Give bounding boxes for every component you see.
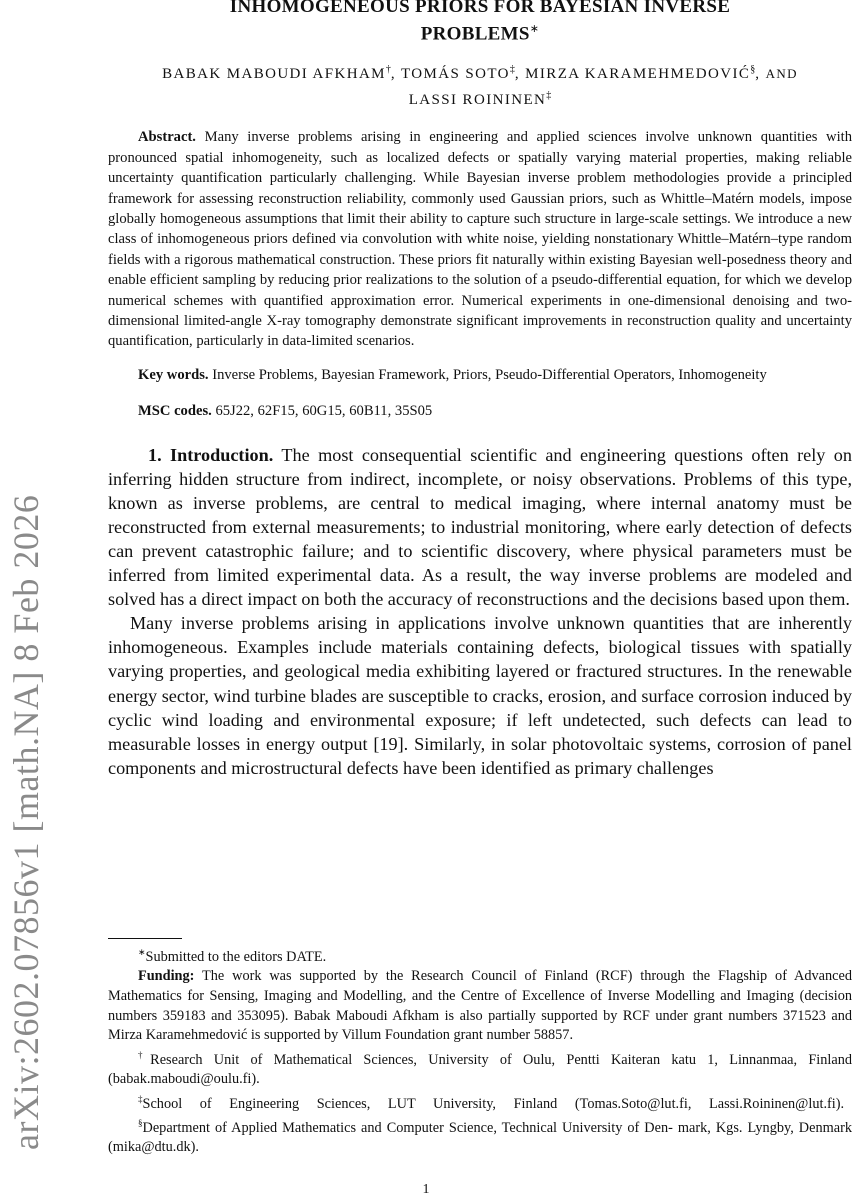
author-4: LASSI ROININEN — [408, 92, 547, 109]
msc-codes — [108, 401, 852, 421]
keywords-text: Inverse Problems, Bayesian Framework, Priors, Pseudo-Differential Operators, Inhomogeneity — [212, 366, 767, 383]
funding-label: Funding: — [138, 968, 195, 985]
author-1-mark: † — [385, 64, 391, 76]
footnote-lut-text: School of Engineering Sciences, LUT University, Finland (Tomas.Soto@lut.fi, Lassi.Roininen@lut.fi). — [142, 1095, 845, 1112]
author-1: BABAK MABOUDI AFKHAM — [162, 66, 386, 83]
introduction-text-1: The most consequential scientific and engineering questions often rely on inferring hidden structure from indirect, incomplete, or noisy observations. Problems of this type, known as inverse problems, are central to medical imaging, where internal anatomy must be reconstructed from external measurements; to industrial monitoring, where early detection of defects can prevent catastrophic failure; and to scientific discovery, where physical parameters must be inferred from limited experimental data. As a result, the way inverse problems are modeled and solved has a direct impact on both the accuracy of reconstructions and the decisions based upon them. — [108, 444, 852, 610]
footnote-submitted — [108, 943, 852, 967]
footnote-submitted-text: Submitted to the editors DATE. — [145, 948, 327, 965]
footnote-dtu — [108, 1114, 852, 1158]
footnote-submitted-mark: ∗ — [138, 947, 146, 957]
page-number: 1 — [422, 1182, 430, 1197]
author-3-mark: § — [750, 64, 756, 76]
keywords-label: Key words. — [138, 366, 209, 383]
author-and: AND — [765, 66, 798, 82]
funding-text: The work was supported by the Research Council of Finland (RCF) through the Flagship of Advanced Mathematics for Sensing, Imaging and Modelling, and the Centre of Excellence of Inverse Modelling and Imaging (decision numbers 359183 and 353095). Babak Maboudi Afkham is also partially supported by RCF under grant numbers 371523 and Mirza Karamehmedović is supported by Villum Foundation grant number 58857. — [108, 968, 852, 1044]
paper-title — [108, 0, 852, 45]
footnote-rule — [108, 938, 182, 939]
author-list: BABAK MABOUDI AFKHAM†, TOMÁS SOTO‡, MIRZA KARAMEHMEDOVIĆ§, AND LASSI ROININEN‡ — [162, 64, 798, 109]
msc-label: MSC codes. — [138, 403, 212, 420]
footnotes — [108, 938, 852, 1158]
page-content — [108, 0, 852, 780]
footnote-funding — [108, 967, 852, 1045]
abstract-label: Abstract. — [138, 129, 196, 146]
keywords — [108, 365, 852, 385]
footnote-oulu — [108, 1046, 852, 1090]
msc-text: 65J22, 62F15, 60G15, 60B11, 35S05 — [215, 403, 433, 420]
footnote-dtu-mark: § — [138, 1118, 143, 1129]
footnote-lut — [108, 1090, 852, 1114]
introduction-paragraph-1 — [108, 443, 852, 612]
section-heading: 1. Introduction. — [148, 444, 274, 465]
title-line-1: INHOMOGENEOUS PRIORS FOR BAYESIAN INVERSE — [229, 0, 731, 17]
author-2-mark: ‡ — [509, 64, 515, 76]
abstract-text: Many inverse problems arising in engineering and applied sciences involve unknown quantities with pronounced spatial inhomogeneity, such as localized defects or spatially varying material properties, making reliable uncertainty quantification particularly challenging. While Bayesian inverse problem methodologies provide a principled framework for assessing reconstruction reliability, commonly used Gaussian priors, such as Whittle–Matérn models, impose globally homogeneous assumptions that limit their ability to capture such structure in large-scale settings. We introduce a new class of inhomogeneous priors defined via convolution with white noise, yielding nonstationary Whittle–Matérn–type random fields with a rigorous mathematical construction. These priors fit naturally within existing Bayesian well-posedness theory and enable efficient sampling by reducing prior realizations to the solution of a pseudo-differential equation, for which we develop numerical schemes with quantified approximation error. Numerical experiments in one-dimensional denoising and two-dimensional limited-angle X-ray tomography demonstrate significant improvements in reconstruction quality and uncertainty quantification, particularly in data-limited scenarios. — [108, 129, 852, 350]
footnote-oulu-text: Research Unit of Mathematical Sciences, University of Oulu, Pentti Kaiteran katu 1, Linnanmaa, Finland (babak.maboudi@oulu.fi). — [108, 1051, 852, 1088]
footnote-lut-mark: ‡ — [138, 1093, 143, 1104]
title-line-2-text: PROBLEMS — [420, 23, 530, 45]
author-2: TOMÁS SOTO — [400, 66, 510, 83]
footnote-dtu-text: Department of Applied Mathematics and Computer Science, Technical University of Den- mark, Kgs. Lyngby, Denmark (mika@dtu.dk). — [108, 1119, 852, 1156]
title-footnote-mark: ∗ — [529, 23, 540, 35]
arxiv-identifier: arXiv:2602.07856v1 [math.NA] 8 Feb 2026 — [6, 494, 46, 1150]
title-line-2 — [108, 18, 852, 45]
author-3: MIRZA KARAMEHMEDOVIĆ — [525, 66, 751, 83]
author-4-mark: ‡ — [546, 90, 552, 102]
footnote-oulu-mark: † — [138, 1049, 151, 1060]
introduction-paragraph-2: Many inverse problems arising in applications involve unknown quantities that are inherently inhomogeneous. Examples include materials containing defects, biological tissues with spatially varying properties, and geological media exhibiting layered or fractured structures. In the renewable energy sector, wind turbine blades are susceptible to cracks, erosion, and surface corrosion induced by cyclic wind loading and environmental exposure; if left undetected, such defects can lead to measurable losses in energy output [19]. Similarly, in solar photovoltaic systems, corrosion of panel components and microstructural defects have been identified as primary challenges — [108, 613, 852, 778]
abstract — [108, 127, 852, 351]
